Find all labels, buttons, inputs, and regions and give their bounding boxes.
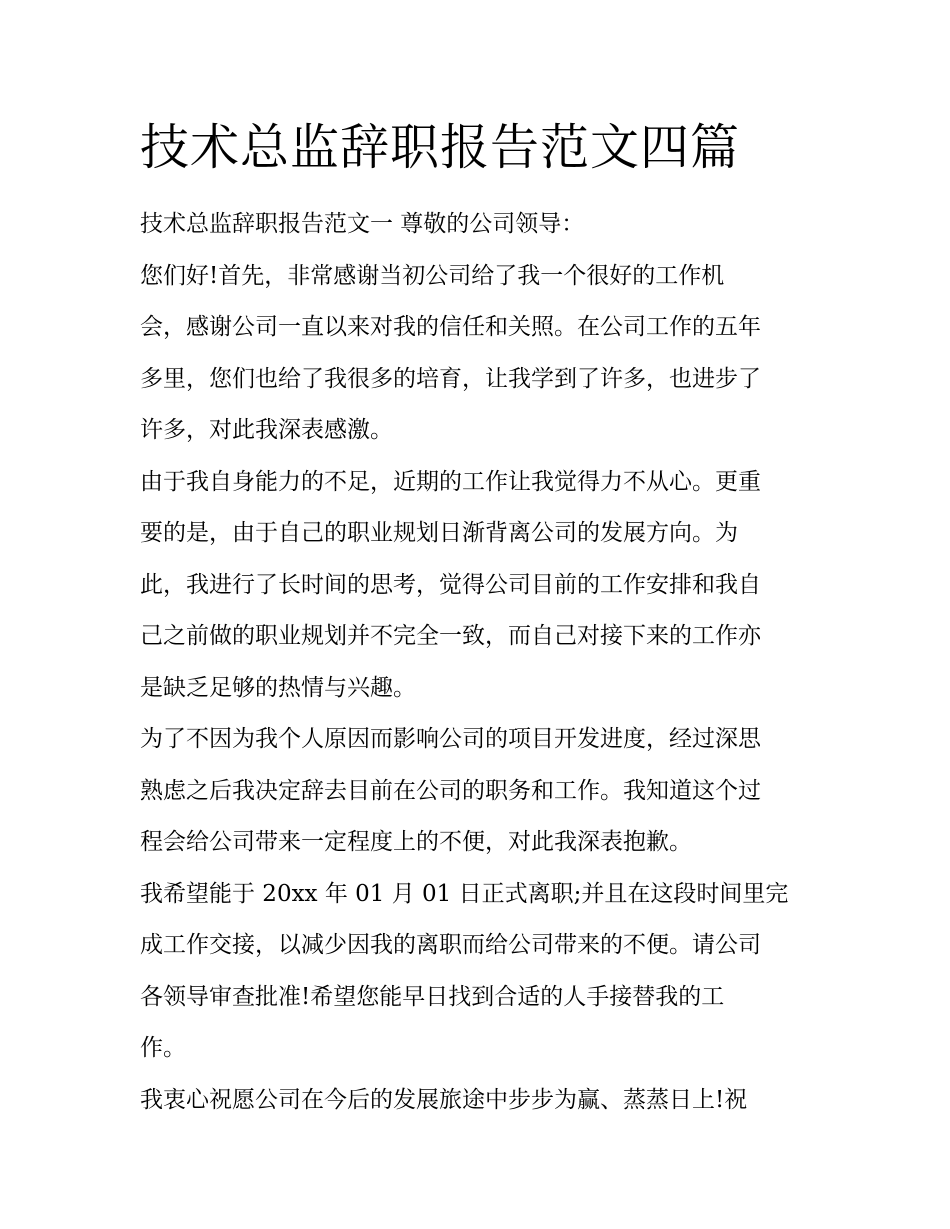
text-line: 己之前做的职业规划并不完全一致，而自己对接下来的工作亦	[140, 623, 761, 649]
text-line: 我衷心祝愿公司在今后的发展旅途中步步为赢、蒸蒸日上!祝	[140, 1086, 748, 1113]
text-line: 此，我进行了长时间的思考，觉得公司目前的工作安排和我自	[140, 571, 761, 598]
text-line: 技术总监辞职报告范文一 尊敬的公司领导：	[140, 211, 585, 237]
text-line: 成工作交接，以减少因我的离职而给公司带来的不便。请公司	[140, 932, 761, 958]
text-line: 是缺乏足够的热情与兴趣。	[140, 674, 416, 701]
document-body	[140, 199, 820, 1126]
text-line: 要的是，由于自己的职业规划日渐背离公司的发展方向。为	[140, 520, 738, 546]
text-line: 您们好!首先，非常感谢当初公司给了我一个很好的工作机	[140, 262, 725, 289]
text-line: 多里，您们也给了我很多的培育，让我学到了许多，也进步了	[140, 365, 761, 392]
text-line: 作。	[140, 1035, 186, 1061]
text-line: 由于我自身能力的不足，近期的工作让我觉得力不从心。更重	[140, 468, 761, 495]
text-line: 各领导审查批准!希望您能早日找到合适的人手接替我的工	[140, 983, 725, 1010]
text-line: 我希望能于 20xx 年 01 月 01 日正式离职;并且在这段时间里完	[140, 880, 789, 907]
text-line: 熟虑之后我决定辞去目前在公司的职务和工作。我知道这个过	[140, 777, 761, 804]
text-line: 程会给公司带来一定程度上的不便，对此我深表抱歉。	[140, 829, 692, 855]
text-line: 许多，对此我深表感激。	[140, 417, 393, 443]
text-line: 会，感谢公司一直以来对我的信任和关照。在公司工作的五年	[140, 314, 761, 340]
document-title: 技术总监辞职报告范文四篇	[140, 119, 741, 176]
text-line: 为了不因为我个人原因而影响公司的项目开发进度，经过深思	[140, 726, 761, 752]
